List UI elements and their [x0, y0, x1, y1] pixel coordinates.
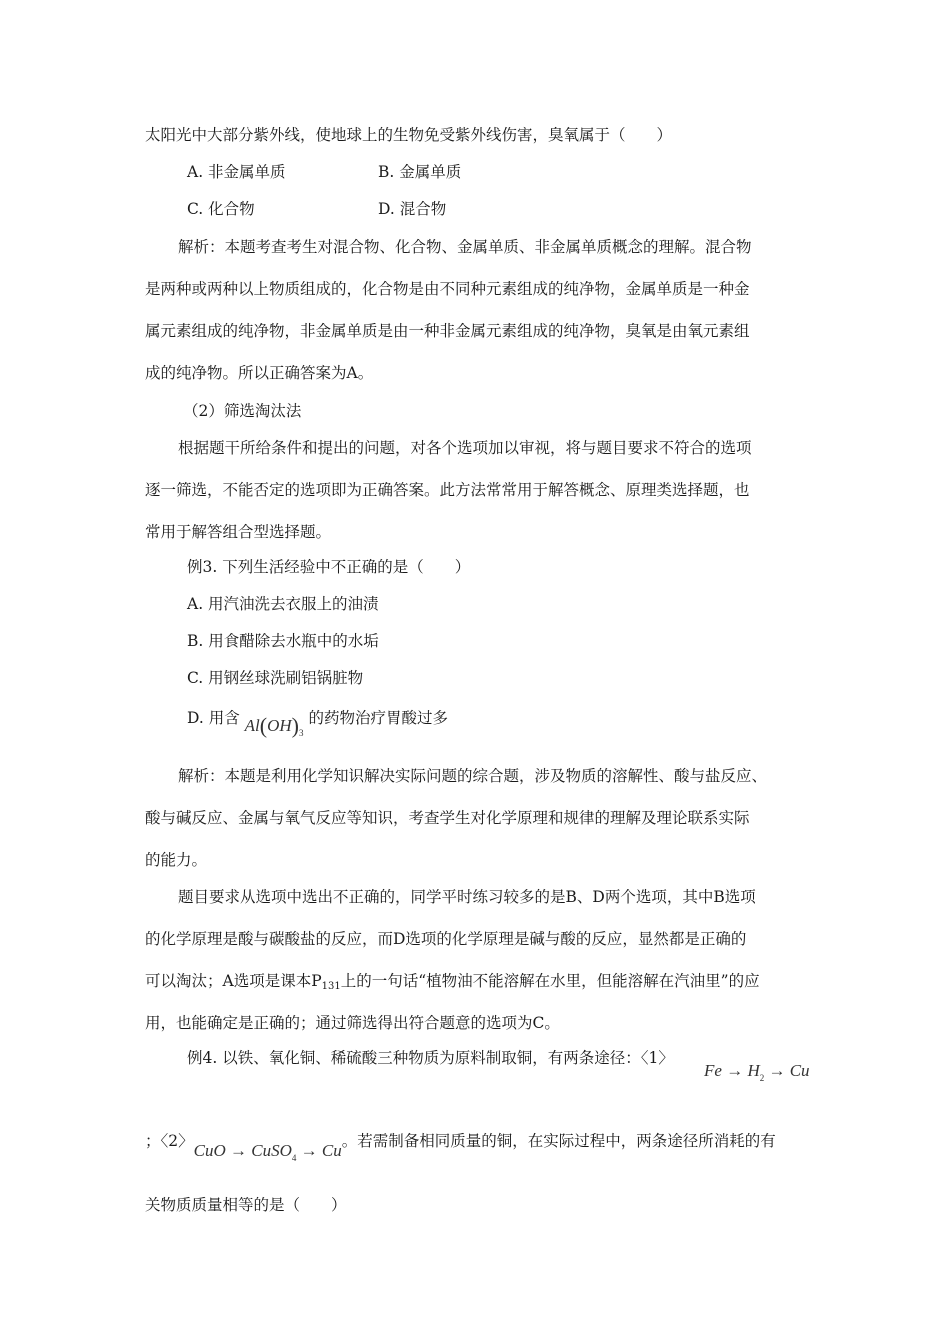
section-heading: （2）筛选淘汰法 [183, 402, 302, 420]
route-2-formula: CuO → CuSO$_4$ → Cu [193, 1141, 342, 1163]
question-stem-line: 太阳光中大部分紫外线，使地球上的生物免受紫外线伤害，臭氧属于（ ） [145, 126, 673, 144]
example-4-stem: 例4. 以铁、氧化铜、稀硫酸三种物质为原料制取铜，有两条途径：〈1〉 [187, 1049, 674, 1067]
option-b: B. 金属单质 [378, 163, 462, 181]
option-a: A. 非金属单质 [187, 163, 286, 181]
option-c: C. 化合物 [187, 200, 255, 218]
analysis-line: 成的纯净物。所以正确答案为A。 [145, 364, 374, 382]
example-3-option-a: A. 用汽油洗去衣服上的油渍 [187, 595, 379, 613]
analysis-line: 酸与碱反应、金属与氧气反应等知识，考查学生对化学原理和规律的理解及理论联系实际 [145, 809, 750, 827]
example-3-option-d [187, 705, 448, 738]
analysis-line: 解析：本题是利用化学知识解决实际问题的综合题，涉及物质的溶解性、酸与盐反应、 [178, 767, 768, 785]
body-line: 常用于解答组合型选择题。 [145, 523, 332, 541]
option-d: D. 混合物 [378, 200, 447, 218]
body-line: 用，也能确定是正确的；通过筛选得出符合题意的选项为C。 [145, 1014, 560, 1032]
analysis-line: 解析：本题考查考生对混合物、化合物、金属单质、非金属单质概念的理解。混合物 [178, 238, 752, 256]
example-3-option-b: B. 用食醋除去水瓶中的水垢 [187, 632, 379, 650]
body-line: 可以淘汰；A选项是课本P131上的一句话“植物油不能溶解在水里，但能溶解在汽油里”的应 [145, 972, 760, 992]
aluminum-hydroxide-formula: $Al(OH)_3$ [244, 713, 304, 738]
example-3-stem: 例3. 下列生活经验中不正确的是（ ） [187, 558, 471, 576]
example-4-line: 关物质质量相等的是（ ） [145, 1196, 347, 1214]
example-3-option-c: C. 用钢丝球洗刷铝锅脏物 [187, 669, 364, 687]
analysis-line: 的能力。 [145, 851, 208, 869]
page-number-subscript: 131 [321, 981, 341, 992]
body-line: 的化学原理是酸与碳酸盐的反应，而D选项的化学原理是碱与酸的反应，显然都是正确的 [145, 930, 747, 948]
body-line: 题目要求从选项中选出不正确的，同学平时练习较多的是B、D两个选项，其中B选项 [178, 888, 756, 906]
body-line: 根据题干所给条件和提出的问题，对各个选项加以审视，将与题目要求不符合的选项 [178, 439, 752, 457]
analysis-line: 是两种或两种以上物质组成的，化合物是由不同种元素组成的纯净物，金属单质是一种金 [145, 280, 750, 298]
example-4-line: ；〈2〉CuO → CuSO$_4$ → Cu。若需制备相同质量的铜，在实际过程中，两条途径所消耗的有 [145, 1132, 776, 1163]
option-d-prefix: D. 用含 [187, 709, 240, 727]
option-d-suffix: 的药物治疗胃酸过多 [308, 709, 448, 727]
route-1-formula: $Fe \to H_2 \to Cu$ [704, 1061, 810, 1083]
body-line: 逐一筛选，不能否定的选项即为正确答案。此方法常常用于解答概念、原理类选择题，也 [145, 481, 750, 499]
analysis-line: 属元素组成的纯净物，非金属单质是由一种非金属元素组成的纯净物，臭氧是由氧元素组 [145, 322, 750, 340]
